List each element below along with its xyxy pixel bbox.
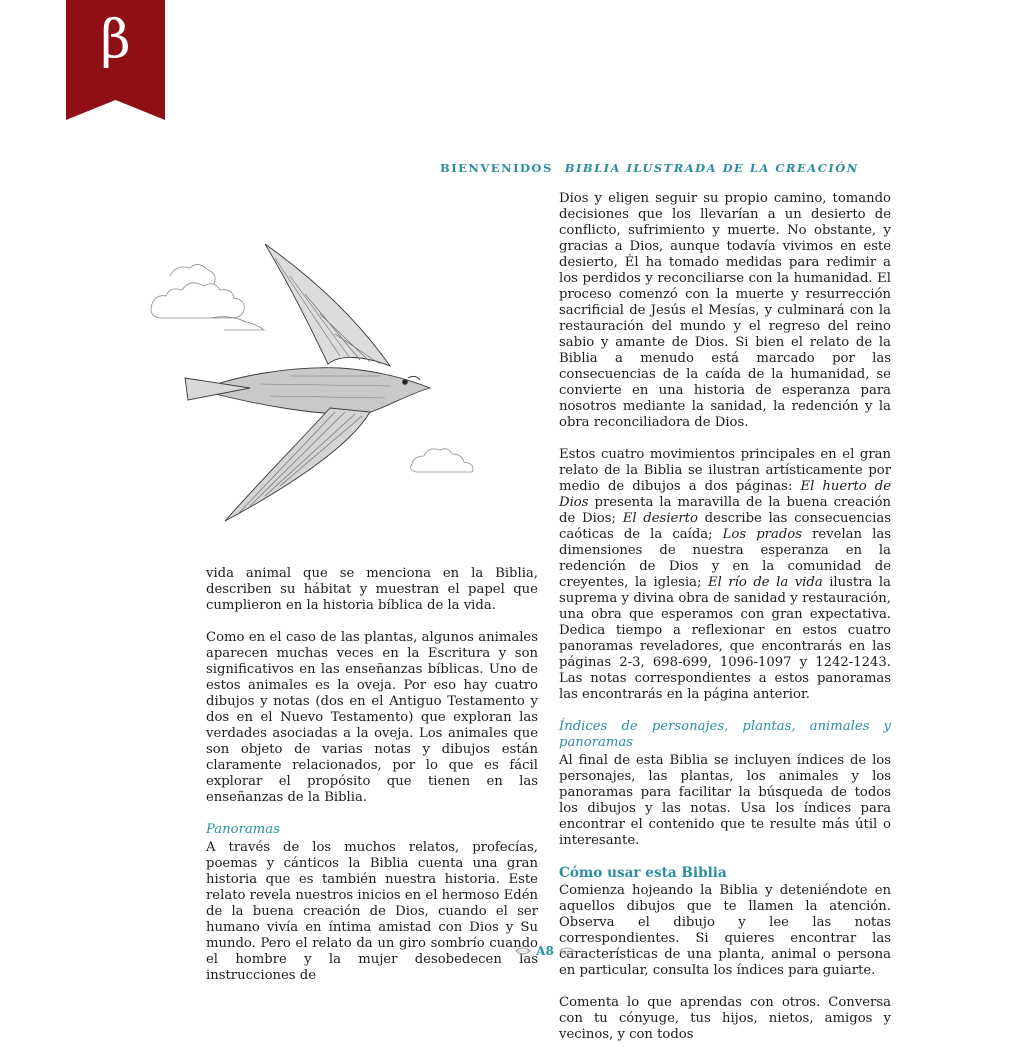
italic-title: Los prados xyxy=(722,527,802,542)
italic-title: El desierto xyxy=(622,511,698,526)
italic-title: El huerto de Dios xyxy=(559,479,891,510)
ribbon-letter: β xyxy=(100,10,131,70)
italic-title: El río de la vida xyxy=(707,575,823,590)
leaf-left-icon xyxy=(515,946,531,956)
text-run: ilustra la suprema y divina obra de sanidad y restauración, una obra que esperamos con gran expectativa. Dedica tiempo a reflexionar en estos cuatro panoramas reveladores, que encontrarás en las páginas 2-3, 698-699, 1096-1097 y 1242-1243. Las notas correspondientes a estos panoramas las encontrarás en la página anterior. xyxy=(559,575,891,702)
paragraph: A través de los muchos relatos, profecías, poemas y cánticos la Biblia cuenta una gran historia que es también nuestra historia. Este relato revela nuestros inicios en el hermoso Edén de la buena creación de Dios, cuando el ser humano vivía en íntima amistad con Dios y Su mundo. Pero el relato da un giro sombrío cuando el hombre y la mujer desobedecen las instrucciones de xyxy=(206,840,538,983)
cloud-left xyxy=(151,264,264,330)
paragraph: vida animal que se menciona en la Biblia, describen su hábitat y muestran el papel que cumplieron en la historia bíblica de la vida. xyxy=(206,566,538,613)
text-run: describe las consecuencias caóticas de la caída; xyxy=(559,511,891,542)
bookmark-ribbon xyxy=(66,0,165,120)
paragraph-panoramas xyxy=(559,447,891,703)
paragraph: Comenta lo que aprendas con otros. Conversa con tu cónyuge, tus hijos, nietos, amigos y vecinos, y con todos xyxy=(559,995,891,1042)
paragraph: Dios y eligen seguir su propio camino, tomando decisiones que los llevarían a un desierto de conflicto, sufrimiento y muerte. No obstante, y gracias a Dios, aunque todavía vivimos en este desierto, Él ha tomado medidas para redimir a los perdidos y reconciliarse con la humanidad. El proceso comenzó con la muerte y resurrección sacrificial de Jesús el Mesías, y culminará con la restauración del mundo y el regreso del reino sabio y amante de Dios. Si bien el relato de la Biblia a menudo está marcado por las consecuencias de la caída de la humanidad, se convierte en una historia de esperanza para nosotros mediante la sanidad, la redención y la obra reconciliadora de Dios. xyxy=(559,191,891,430)
page-number: A8 xyxy=(536,944,554,958)
book-title: BIBLIA ILUSTRADA DE LA CREACIÓN xyxy=(564,161,859,175)
section-heading-panoramas: Panoramas xyxy=(206,822,280,837)
swallow-bird xyxy=(185,244,430,521)
running-head xyxy=(440,158,859,178)
text-run: revelan las dimensiones de nuestra esperanza en la redención de Dios y en la comunidad de creyentes, la iglesia; xyxy=(559,527,891,590)
paragraph: Comienza hojeando la Biblia y deteniéndote en aquellos dibujos que te llamen la atención. Observa el dibujo y lee las notas correspondientes. Si quieres encontrar las características de una planta, animal o persona en particular, consulta los índices para guiarte. xyxy=(559,883,891,978)
section-heading-indices: Índices de personajes, plantas, animales y panoramas xyxy=(559,719,891,750)
text-run: Estos cuatro movimientos principales en el gran relato de la Biblia se ilustran artísticamente por medio de dibujos a dos páginas: xyxy=(559,447,891,494)
section-heading-como-usar: Cómo usar esta Biblia xyxy=(559,865,727,881)
swallow-illustration xyxy=(140,236,500,536)
cloud-right xyxy=(411,449,473,472)
page-folio xyxy=(500,942,590,960)
paragraph: Al final de esta Biblia se incluyen índices de los personajes, las plantas, los animales y los panoramas para facilitar la búsqueda de todos los dibujos y las notas. Usa los índices para encontrar el contenido que te resulte más útil o interesante. xyxy=(559,753,891,848)
right-column xyxy=(559,191,891,1059)
left-column xyxy=(206,566,538,1000)
leaf-right-icon xyxy=(559,946,575,956)
section-label: BIENVENIDOS xyxy=(440,161,553,175)
text-run: presenta la maravilla de la buena creación de Dios; xyxy=(559,495,891,526)
paragraph: Como en el caso de las plantas, algunos animales aparecen muchas veces en la Escritura y son significativos en las enseñanzas bíblicas. Uno de estos animales es la oveja. Por eso hay cuatro dibujos y notas (dos en el Antiguo Testamento y dos en el Nuevo Testamento) que exploran las verdades asociadas a la oveja. Los animales que son objeto de varias notas y dibujos están claramente relacionados, por lo que es fácil explorar el propósito que tienen en las enseñanzas de la Biblia. xyxy=(206,630,538,805)
